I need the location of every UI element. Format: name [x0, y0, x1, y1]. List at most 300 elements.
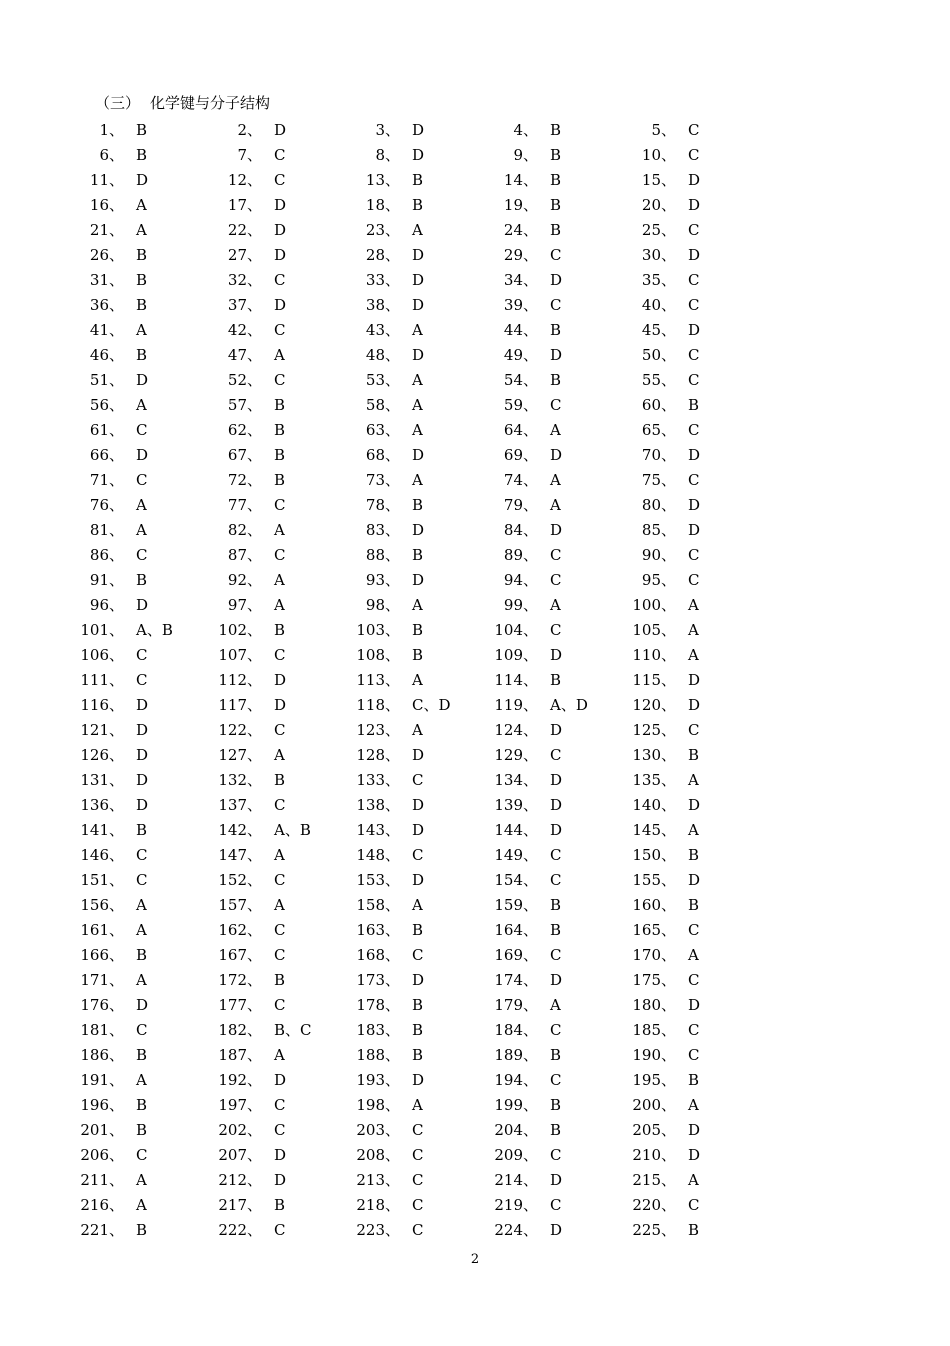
answer-row [0, 343, 950, 368]
question-number: 190、 [632, 1046, 676, 1064]
question-number: 65、 [641, 421, 676, 439]
answer-choice: D [688, 1121, 701, 1139]
question-number: 97、 [227, 596, 262, 614]
answer-choice: D [550, 971, 563, 989]
question-number: 221、 [80, 1221, 124, 1239]
answer-choice: C [274, 1096, 286, 1114]
answer-choice: D [688, 796, 701, 814]
answer-choice: D [412, 296, 425, 314]
question-number: 113、 [356, 671, 400, 689]
question-number: 183、 [356, 1021, 400, 1039]
question-number: 155、 [632, 871, 676, 889]
question-number: 98、 [365, 596, 400, 614]
answer-choice: C [274, 921, 286, 939]
answer-row [0, 718, 950, 743]
question-number: 101、 [80, 621, 124, 639]
answer-choice: C [274, 546, 286, 564]
question-number: 26、 [89, 246, 124, 264]
answer-choice: B [274, 446, 286, 464]
question-number: 217、 [218, 1196, 262, 1214]
question-number: 145、 [632, 821, 676, 839]
answer-choice: C [136, 646, 148, 664]
answer-choice: C [688, 346, 700, 364]
answer-choice: D [274, 221, 287, 239]
question-number: 12、 [227, 171, 262, 189]
question-number: 154、 [494, 871, 538, 889]
answer-choice: D [412, 246, 425, 264]
answer-choice: A [412, 721, 423, 739]
question-number: 163、 [356, 921, 400, 939]
question-number: 48、 [365, 346, 400, 364]
answer-choice: A [274, 1046, 285, 1064]
answer-choice: B [274, 396, 286, 414]
question-number: 132、 [218, 771, 262, 789]
question-number: 70、 [641, 446, 676, 464]
question-number: 162、 [218, 921, 262, 939]
answer-choice: C [412, 771, 424, 789]
answer-choice: C [688, 146, 700, 164]
question-number: 121、 [80, 721, 124, 739]
answer-choice: C [688, 221, 700, 239]
answer-choice: B [550, 1046, 562, 1064]
answer-choice: A [274, 846, 285, 864]
question-number: 44、 [503, 321, 538, 339]
question-number: 62、 [227, 421, 262, 439]
question-number: 194、 [494, 1071, 538, 1089]
answer-choice: C [688, 546, 700, 564]
answer-choice: B [550, 171, 562, 189]
question-number: 99、 [503, 596, 538, 614]
answer-choice: B [136, 821, 148, 839]
answer-row [0, 218, 950, 243]
question-number: 138、 [356, 796, 400, 814]
question-number: 124、 [494, 721, 538, 739]
question-number: 25、 [641, 221, 676, 239]
question-number: 148、 [356, 846, 400, 864]
answer-row [0, 668, 950, 693]
answer-choice: C [550, 746, 562, 764]
question-number: 75、 [641, 471, 676, 489]
answer-choice: C [274, 796, 286, 814]
question-number: 166、 [80, 946, 124, 964]
page-number: 2 [470, 1252, 480, 1267]
answer-choice: C [274, 321, 286, 339]
answer-choice: A [688, 946, 699, 964]
question-number: 28、 [365, 246, 400, 264]
question-number: 71、 [89, 471, 124, 489]
question-number: 15、 [641, 171, 676, 189]
answer-choice: D [550, 271, 563, 289]
question-number: 91、 [89, 571, 124, 589]
question-number: 42、 [227, 321, 262, 339]
question-number: 224、 [494, 1221, 538, 1239]
answer-choice: B [274, 771, 286, 789]
answer-choice: B [136, 246, 148, 264]
answer-choice: C [688, 271, 700, 289]
answer-choice: A [136, 921, 147, 939]
answer-row [0, 268, 950, 293]
answer-choice: B [688, 896, 700, 914]
question-number: 69、 [503, 446, 538, 464]
answer-choice: A [688, 596, 699, 614]
answer-choice: C [274, 646, 286, 664]
answer-choice: A [688, 646, 699, 664]
answer-choice: C [412, 1121, 424, 1139]
answer-choice: D [274, 696, 287, 714]
question-number: 149、 [494, 846, 538, 864]
answer-choice: B [688, 746, 700, 764]
question-number: 14、 [503, 171, 538, 189]
question-number: 37、 [227, 296, 262, 314]
question-number: 225、 [632, 1221, 676, 1239]
answer-choice: A [550, 421, 561, 439]
answer-choice: D [412, 746, 425, 764]
answer-choice: C [688, 371, 700, 389]
question-number: 92、 [227, 571, 262, 589]
answer-row [0, 743, 950, 768]
answer-choice: A [550, 996, 561, 1014]
answer-row [0, 893, 950, 918]
question-number: 3、 [375, 121, 400, 139]
answer-choice: A、D [550, 696, 588, 714]
question-number: 146、 [80, 846, 124, 864]
question-number: 136、 [80, 796, 124, 814]
question-number: 211、 [80, 1171, 124, 1189]
answer-choice: C [550, 1021, 562, 1039]
answer-choice: D [550, 771, 563, 789]
answer-row [0, 1118, 950, 1143]
answer-choice: D [688, 671, 701, 689]
question-number: 202、 [218, 1121, 262, 1139]
question-number: 60、 [641, 396, 676, 414]
answer-choice: B [136, 346, 148, 364]
answer-choice: B [136, 1046, 148, 1064]
answer-choice: C [136, 471, 148, 489]
question-number: 118、 [356, 696, 400, 714]
question-number: 175、 [632, 971, 676, 989]
answer-row [0, 393, 950, 418]
answer-choice: C [688, 1196, 700, 1214]
answer-choice: B [274, 971, 286, 989]
question-number: 32、 [227, 271, 262, 289]
question-number: 24、 [503, 221, 538, 239]
answer-choice: A [136, 1196, 147, 1214]
question-number: 174、 [494, 971, 538, 989]
answer-choice: A [136, 396, 147, 414]
answer-choice: A [412, 671, 423, 689]
answer-row [0, 618, 950, 643]
question-number: 17、 [227, 196, 262, 214]
answer-choice: C [274, 146, 286, 164]
question-number: 168、 [356, 946, 400, 964]
answer-row [0, 568, 950, 593]
question-number: 128、 [356, 746, 400, 764]
question-number: 157、 [218, 896, 262, 914]
question-number: 156、 [80, 896, 124, 914]
answer-choice: D [274, 296, 287, 314]
question-number: 22、 [227, 221, 262, 239]
question-number: 74、 [503, 471, 538, 489]
question-number: 81、 [89, 521, 124, 539]
answer-choice: A [412, 221, 423, 239]
answer-choice: C [550, 246, 562, 264]
question-number: 39、 [503, 296, 538, 314]
answer-choice: D [412, 971, 425, 989]
question-number: 181、 [80, 1021, 124, 1039]
answer-choice: A [412, 421, 423, 439]
question-number: 151、 [80, 871, 124, 889]
question-number: 153、 [356, 871, 400, 889]
answer-choice: A [550, 596, 561, 614]
answer-choice: D [274, 1146, 287, 1164]
question-number: 84、 [503, 521, 538, 539]
answer-choice: B [550, 921, 562, 939]
answer-row [0, 643, 950, 668]
answer-choice: A、B [136, 621, 173, 639]
answer-choice: C [688, 721, 700, 739]
question-number: 131、 [80, 771, 124, 789]
question-number: 223、 [356, 1221, 400, 1239]
answer-choice: A [550, 471, 561, 489]
question-number: 1、 [99, 121, 124, 139]
answer-row [0, 118, 950, 143]
question-number: 125、 [632, 721, 676, 739]
question-number: 152、 [218, 871, 262, 889]
question-number: 5、 [651, 121, 676, 139]
question-number: 219、 [494, 1196, 538, 1214]
answer-choice: D [550, 821, 563, 839]
answer-choice: B [412, 546, 424, 564]
question-number: 6、 [99, 146, 124, 164]
question-number: 55、 [641, 371, 676, 389]
answer-choice: A [136, 1071, 147, 1089]
answer-choice: A [412, 471, 423, 489]
question-number: 207、 [218, 1146, 262, 1164]
question-number: 79、 [503, 496, 538, 514]
answer-choice: D [412, 346, 425, 364]
question-number: 83、 [365, 521, 400, 539]
answer-row [0, 593, 950, 618]
question-number: 185、 [632, 1021, 676, 1039]
question-number: 38、 [365, 296, 400, 314]
question-number: 40、 [641, 296, 676, 314]
answer-choice: B [550, 121, 562, 139]
answer-choice: B [550, 321, 562, 339]
question-number: 123、 [356, 721, 400, 739]
answer-choice: D [136, 721, 149, 739]
answer-choice: A [688, 621, 699, 639]
answer-choice: C [136, 421, 148, 439]
question-number: 117、 [218, 696, 262, 714]
answer-choice: D [136, 696, 149, 714]
answer-choice: D [274, 121, 287, 139]
answer-choice: B [412, 921, 424, 939]
answer-choice: B [550, 671, 562, 689]
answer-choice: D [136, 446, 149, 464]
answer-choice: D [688, 996, 701, 1014]
question-number: 4、 [513, 121, 538, 139]
answer-choice: D [550, 721, 563, 739]
answer-choice: C [274, 371, 286, 389]
answer-choice: B [136, 1121, 148, 1139]
question-number: 100、 [632, 596, 676, 614]
question-number: 54、 [503, 371, 538, 389]
answer-choice: C [550, 1146, 562, 1164]
answer-row [0, 1168, 950, 1193]
answer-choice: A [688, 771, 699, 789]
answer-row [0, 993, 950, 1018]
question-number: 35、 [641, 271, 676, 289]
answer-choice: A [412, 596, 423, 614]
question-number: 112、 [218, 671, 262, 689]
question-number: 171、 [80, 971, 124, 989]
answer-choice: B [412, 996, 424, 1014]
question-number: 209、 [494, 1146, 538, 1164]
question-number: 41、 [89, 321, 124, 339]
question-number: 104、 [494, 621, 538, 639]
answer-choice: C [550, 571, 562, 589]
question-number: 187、 [218, 1046, 262, 1064]
question-number: 58、 [365, 396, 400, 414]
question-number: 169、 [494, 946, 538, 964]
question-number: 105、 [632, 621, 676, 639]
answer-choice: A [412, 896, 423, 914]
answer-row [0, 943, 950, 968]
question-number: 182、 [218, 1021, 262, 1039]
answer-choice: C [412, 846, 424, 864]
answer-choice: A [412, 396, 423, 414]
question-number: 201、 [80, 1121, 124, 1139]
question-number: 56、 [89, 396, 124, 414]
answer-choice: D [688, 321, 701, 339]
answer-choice: C [550, 546, 562, 564]
answer-choice: D [412, 271, 425, 289]
section-prefix: （三） [95, 94, 141, 112]
answer-choice: C [550, 621, 562, 639]
question-number: 130、 [632, 746, 676, 764]
question-number: 114、 [494, 671, 538, 689]
question-number: 134、 [494, 771, 538, 789]
question-number: 52、 [227, 371, 262, 389]
question-number: 9、 [513, 146, 538, 164]
answer-choice: D [688, 871, 701, 889]
answer-choice: C [412, 1221, 424, 1239]
question-number: 143、 [356, 821, 400, 839]
answer-choice: D [688, 1146, 701, 1164]
answer-choice: B [412, 196, 424, 214]
answer-choice: C [550, 871, 562, 889]
answer-choice: D [136, 746, 149, 764]
question-number: 102、 [218, 621, 262, 639]
answer-choice: D [550, 346, 563, 364]
question-number: 180、 [632, 996, 676, 1014]
answer-choice: C [136, 846, 148, 864]
answer-choice: C [688, 1046, 700, 1064]
question-number: 13、 [365, 171, 400, 189]
answer-row [0, 518, 950, 543]
answer-choice: B、C [274, 1021, 312, 1039]
answer-choice: B [136, 1221, 148, 1239]
question-number: 165、 [632, 921, 676, 939]
answer-choice: A [136, 1171, 147, 1189]
question-number: 108、 [356, 646, 400, 664]
answer-choice: C [688, 471, 700, 489]
answer-row [0, 1093, 950, 1118]
answer-choice: D [274, 1071, 287, 1089]
answer-choice: C [550, 1196, 562, 1214]
answer-choice: B [688, 1221, 700, 1239]
answer-choice: C [136, 1146, 148, 1164]
question-number: 116、 [80, 696, 124, 714]
answer-choice: D [688, 196, 701, 214]
question-number: 186、 [80, 1046, 124, 1064]
question-number: 172、 [218, 971, 262, 989]
question-number: 8、 [375, 146, 400, 164]
answer-row [0, 1043, 950, 1068]
question-number: 85、 [641, 521, 676, 539]
answer-choice: D [688, 171, 701, 189]
answer-choice: C [274, 171, 286, 189]
answer-choice: D [550, 1171, 563, 1189]
question-number: 88、 [365, 546, 400, 564]
answer-choice: B [274, 1196, 286, 1214]
answer-row [0, 1143, 950, 1168]
answer-choice: A [274, 746, 285, 764]
question-number: 142、 [218, 821, 262, 839]
question-number: 95、 [641, 571, 676, 589]
question-number: 176、 [80, 996, 124, 1014]
question-number: 205、 [632, 1121, 676, 1139]
question-number: 47、 [227, 346, 262, 364]
answer-choice: D [274, 246, 287, 264]
answer-choice: C [550, 846, 562, 864]
answer-choice: B [550, 896, 562, 914]
answer-row [0, 868, 950, 893]
answer-row [0, 1193, 950, 1218]
question-number: 214、 [494, 1171, 538, 1189]
answer-choice: A [274, 596, 285, 614]
answer-choice: D [688, 696, 701, 714]
question-number: 197、 [218, 1096, 262, 1114]
answer-row [0, 968, 950, 993]
question-number: 59、 [503, 396, 538, 414]
question-number: 21、 [89, 221, 124, 239]
question-number: 86、 [89, 546, 124, 564]
answer-row [0, 418, 950, 443]
question-number: 103、 [356, 621, 400, 639]
question-number: 89、 [503, 546, 538, 564]
question-number: 78、 [365, 496, 400, 514]
question-number: 177、 [218, 996, 262, 1014]
answer-choice: D [136, 996, 149, 1014]
question-number: 218、 [356, 1196, 400, 1214]
question-number: 159、 [494, 896, 538, 914]
question-number: 208、 [356, 1146, 400, 1164]
answer-choice: B [550, 1121, 562, 1139]
question-number: 198、 [356, 1096, 400, 1114]
answer-choice: B [412, 171, 424, 189]
answer-choice: D [688, 521, 701, 539]
question-number: 141、 [80, 821, 124, 839]
question-number: 133、 [356, 771, 400, 789]
question-number: 16、 [89, 196, 124, 214]
answer-choice: C [688, 296, 700, 314]
answer-choice: B [550, 1096, 562, 1114]
question-number: 57、 [227, 396, 262, 414]
answer-choice: B [274, 471, 286, 489]
question-number: 144、 [494, 821, 538, 839]
question-number: 7、 [237, 146, 262, 164]
